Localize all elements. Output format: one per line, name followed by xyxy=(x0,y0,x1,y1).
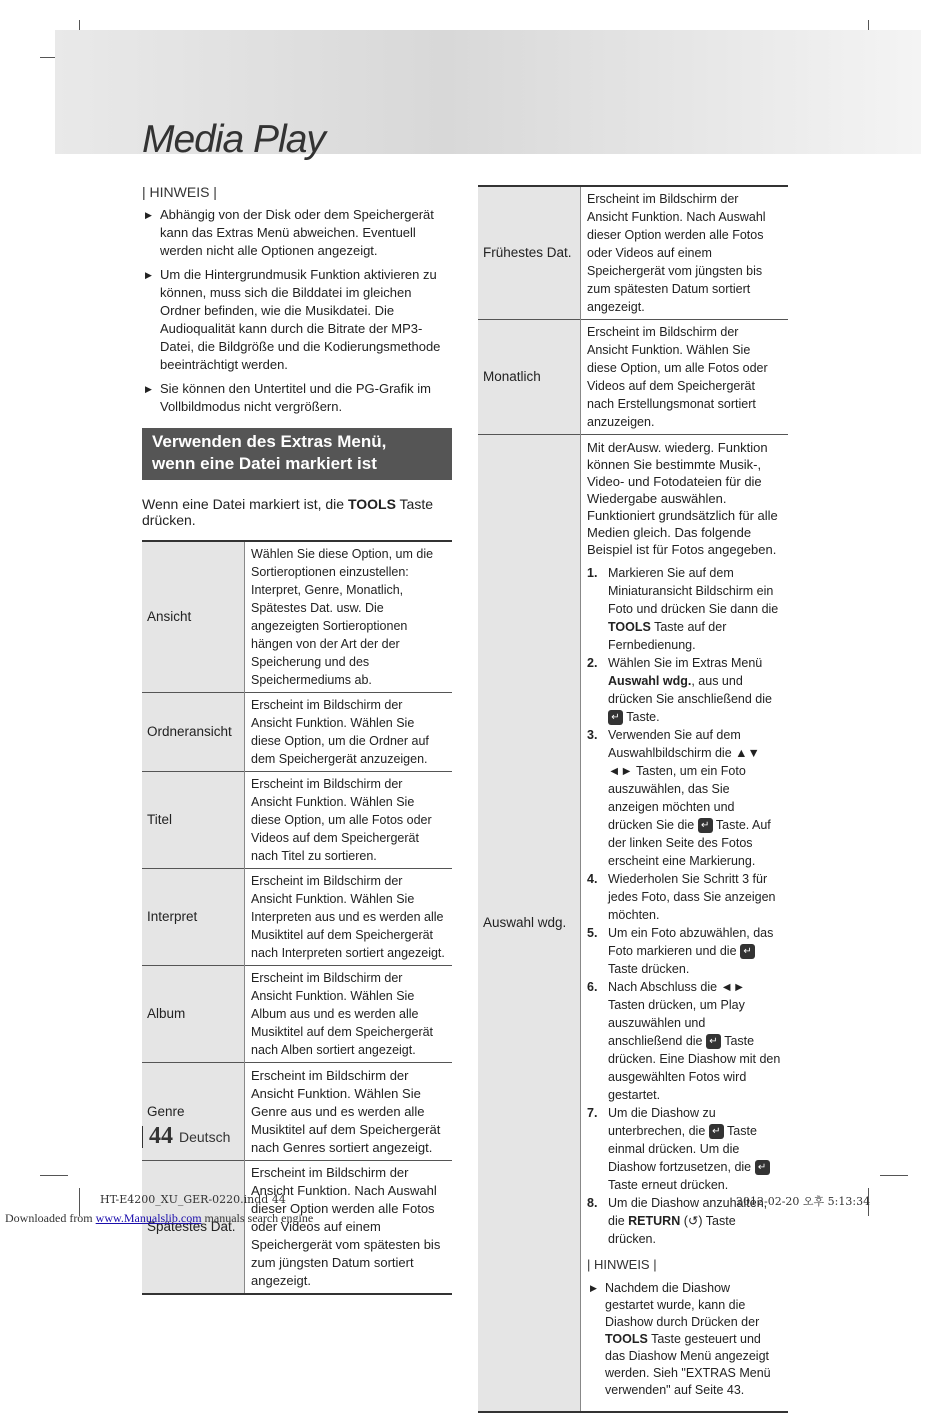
enter-key-icon: ↵ xyxy=(706,1034,721,1049)
step-text: Wählen Sie im Extras Menü xyxy=(608,656,763,670)
table-row xyxy=(142,869,452,966)
note-text: Abhängig von der Disk oder dem Speichergerät kann das Extras Menü abweichen. Eventuell werden nicht alle Optionen angezeigt. xyxy=(160,207,434,258)
step-item xyxy=(587,564,782,654)
option-label: Album xyxy=(142,966,245,1063)
bullet-icon: ▶ xyxy=(145,384,152,394)
download-prefix: Downloaded from xyxy=(5,1211,96,1225)
option-desc: Erscheint im Bildschirm der Ansicht Funktion. Nach Auswahl dieser Option werden alle Fotos oder Videos auf einem Speichergerät vom spätesten bis zum jüngsten Datum sortiert angezeigt. xyxy=(251,1165,441,1288)
table-row xyxy=(142,966,452,1063)
page-title: Media Play xyxy=(142,118,325,161)
key-label: TOOLS xyxy=(608,620,651,634)
step-number: 2. xyxy=(587,656,598,670)
step-number: 4. xyxy=(587,872,598,886)
note-item xyxy=(142,266,452,374)
options-table xyxy=(142,540,452,1295)
step-number: 3. xyxy=(587,728,598,742)
enter-key-icon: ↵ xyxy=(698,818,713,833)
option-label: Ordneransicht xyxy=(142,693,245,772)
option-label: Ansicht xyxy=(142,541,245,693)
footer-bar xyxy=(142,1126,143,1148)
table-row xyxy=(142,541,452,693)
note-list xyxy=(142,206,452,416)
step-number: 5. xyxy=(587,926,598,940)
section-heading xyxy=(142,428,452,480)
download-suffix: manuals search engine xyxy=(201,1211,314,1225)
option-label: Interpret xyxy=(142,869,245,966)
option-desc: Erscheint im Bildschirm der Ansicht Funktion. Wählen Sie Album aus und es werden alle Musiktitel auf dem Speichergerät nach Alben sortiert angezeigt. xyxy=(251,971,434,1057)
option-label: Genre xyxy=(142,1063,245,1161)
table-row xyxy=(478,186,788,320)
step-number: 1. xyxy=(587,566,598,580)
step-number: 8. xyxy=(587,1196,598,1210)
step-item xyxy=(587,726,782,870)
page-footer xyxy=(142,1123,230,1150)
steps-list xyxy=(587,564,782,1248)
step-text: Taste erneut drücken. xyxy=(608,1178,729,1192)
step-text: Um die Diashow anzuhalten, die xyxy=(608,1196,768,1228)
table-row xyxy=(142,693,452,772)
bullet-icon: ▶ xyxy=(590,1283,597,1293)
step-item xyxy=(587,654,782,726)
hinweis-block xyxy=(587,1256,782,1399)
option-desc: Erscheint im Bildschirm der Ansicht Funktion. Wählen Sie diese Option, um alle Fotos oder Videos auf dem Speichergerät nach Erstellungsmonat sortiert anzuzeigen. xyxy=(587,325,768,429)
option-desc: Erscheint im Bildschirm der Ansicht Funktion. Wählen Sie diese Option, um die Ordner auf dem Speichergerät anzuzeigen. xyxy=(251,698,429,766)
bullet-icon: ▶ xyxy=(145,210,152,220)
step-text: Markieren Sie auf dem Miniaturansicht Bildschirm ein Foto und drücken Sie dann die xyxy=(608,566,779,616)
section-heading-line: Verwenden des Extras Menü, xyxy=(152,432,387,451)
step-text: Taste einmal drücken. Um die Diashow fortzusetzen, die xyxy=(608,1124,757,1174)
tools-key: TOOLS xyxy=(347,496,396,512)
step-text: Taste. xyxy=(623,710,660,724)
note-text: Sie können den Untertitel und die PG-Grafik im Vollbildmodus nicht vergrößern. xyxy=(160,381,431,414)
manualslib-link[interactable]: www.Manualslib.com xyxy=(95,1211,202,1225)
intro-post: Taste drücken. xyxy=(142,496,434,528)
auswahl-intro: Mit derAusw. wiederg. Funktion können Sie bestimmte Musik-, Video- und Fotodateien für die Wiedergabe auswählen. Funktioniert grundsätzlich für alle Medien gleich. Das folgende Beispiel ist für Fotos angegeben. xyxy=(587,440,778,557)
footer-language: Deutsch xyxy=(179,1128,231,1145)
step-text: Taste drücken. Eine Diashow mit den ausgewählten Fotos wird gestartet. xyxy=(608,1034,781,1102)
menu-item-label: Auswahl wdg. xyxy=(608,674,692,688)
step-text: Taste auf der Fernbedienung. xyxy=(608,620,727,652)
enter-key-icon: ↵ xyxy=(755,1160,770,1175)
note-item xyxy=(587,1280,782,1399)
option-desc: Erscheint im Bildschirm der Ansicht Funktion. Wählen Sie Interpreten aus und es werden alle Musiktitel auf dem Speichergerät nach Interpreten sortiert angezeigt. xyxy=(251,874,445,960)
option-desc: Wählen Sie diese Option, um die Sortieroptionen einzustellen: Interpret, Genre, Monatlich, Spätestes Dat. usw. Die angezeigten Sortieroptionen hängen von der Art der der Speicherung und des Speichermediums ab. xyxy=(251,547,434,687)
step-text: Wiederholen Sie Schritt 3 für jedes Foto, dass Sie anzeigen möchten. xyxy=(608,872,776,922)
option-desc: Erscheint im Bildschirm der Ansicht Funktion. Wählen Sie Genre aus und es werden alle Musiktitel auf dem Speichergerät nach Genres sortiert angezeigt. xyxy=(251,1067,441,1155)
option-label: Monatlich xyxy=(478,320,581,435)
note-item xyxy=(142,206,452,260)
enter-key-icon: ↵ xyxy=(740,944,755,959)
step-item xyxy=(587,978,782,1104)
option-label: Auswahl wdg. xyxy=(478,435,581,1413)
option-desc: Erscheint im Bildschirm der Ansicht Funktion. Nach Auswahl dieser Option werden alle Fotos oder Videos auf einem Speichergerät vom jüngsten bis zum spätesten Datum sortiert angezeigt. xyxy=(587,192,766,314)
note-list xyxy=(587,1280,782,1399)
step-text: Verwenden Sie auf dem Auswahlbildschirm die ▲▼ ◄► Tasten, um ein Foto auszuwählen, das Sie anzeigen möchten und drücken Sie die xyxy=(608,728,760,832)
note-text: Um die Hintergrundmusik Funktion aktivieren zu können, muss sich die Bilddatei im gleichen Ordner befinden, wie die Musikdatei. Die Audioqualität kann durch die Bitrate der MP3-Datei, die Bildgröße und die Kodierungsmethode beeinträchtigt werden. xyxy=(160,267,441,372)
note-text: Taste gesteuert und das Diashow Menü angezeigt werden. Sieh "EXTRAS Menü verwenden" auf Seite 43. xyxy=(605,1332,771,1397)
intro-pre: Wenn eine Datei markiert ist, die xyxy=(142,496,348,512)
intro-text xyxy=(142,496,452,528)
note-title: | HINWEIS | xyxy=(142,184,217,200)
option-label: Spätestes Dat. xyxy=(142,1161,245,1295)
note-title: | HINWEIS | xyxy=(587,1257,657,1272)
crop-mark xyxy=(40,1175,68,1176)
note-text: Nachdem die Diashow gestartet wurde, kann die Diashow durch Drücken der xyxy=(605,1281,760,1329)
crop-mark xyxy=(880,1175,908,1176)
option-desc: Erscheint im Bildschirm der Ansicht Funktion. Wählen Sie diese Option, um alle Fotos oder Videos auf dem Speichergerät nach Titel zu sortieren. xyxy=(251,777,432,863)
table-row xyxy=(142,1161,452,1295)
option-desc xyxy=(581,435,789,1413)
page-number: 44 xyxy=(149,1123,173,1149)
enter-key-icon: ↵ xyxy=(608,710,623,725)
enter-key-icon: ↵ xyxy=(709,1124,724,1139)
note-item xyxy=(142,380,452,416)
step-text: Taste. Auf der linken Seite des Fotos erscheint eine Markierung. xyxy=(608,818,771,868)
section-heading-line: wenn eine Datei markiert ist xyxy=(152,454,377,473)
slug-file: HT-E4200_XU_GER-0220.indd 44 xyxy=(100,1193,286,1206)
table-row xyxy=(478,435,788,1413)
step-text: (↺) Taste drücken. xyxy=(608,1214,736,1246)
table-row xyxy=(478,320,788,435)
download-line xyxy=(5,1211,313,1226)
step-number: 7. xyxy=(587,1106,598,1120)
step-item xyxy=(587,1104,782,1194)
table-row xyxy=(142,772,452,869)
step-text: Taste drücken. xyxy=(608,962,690,976)
option-label: Titel xyxy=(142,772,245,869)
slug-date: 2012-02-20 오후 5:13:34 xyxy=(736,1195,871,1208)
bullet-icon: ▶ xyxy=(145,270,152,280)
step-text: , aus und drücken Sie anschließend die xyxy=(608,674,772,706)
step-text: Um die Diashow zu unterbrechen, die xyxy=(608,1106,716,1138)
step-item xyxy=(587,870,782,924)
key-label: RETURN xyxy=(628,1214,681,1228)
tools-key: TOOLS xyxy=(605,1332,648,1346)
option-label: Frühestes Dat. xyxy=(478,186,581,320)
step-item xyxy=(587,924,782,978)
step-number: 6. xyxy=(587,980,598,994)
step-text: Nach Abschluss die ◄► Tasten drücken, um Play auszuwählen und anschließend die xyxy=(608,980,746,1048)
step-text: Um ein Foto abzuwählen, das Foto markieren und die xyxy=(608,926,774,958)
